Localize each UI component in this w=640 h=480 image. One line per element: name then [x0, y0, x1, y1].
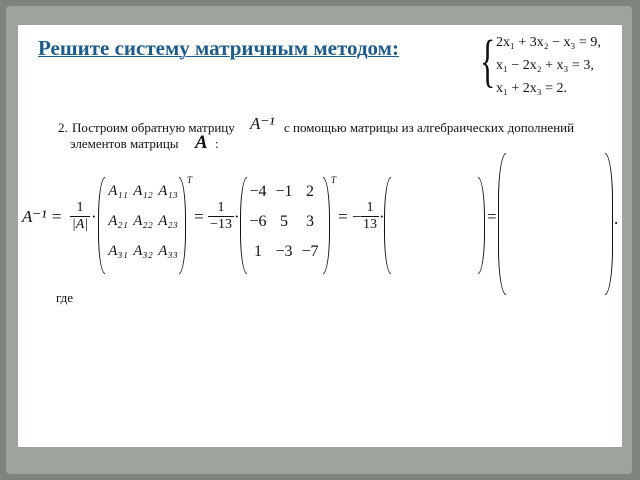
step-text-1: Построим обратную матрицу — [72, 120, 235, 135]
right-bracket — [605, 153, 613, 295]
slide-title: Решите систему матричным методом: — [38, 36, 399, 60]
matrix-cell: −7 — [301, 243, 319, 260]
matrix-cell: A₂₁ — [108, 213, 128, 229]
equals-sign: = — [487, 207, 497, 226]
step-number: 2. — [58, 120, 68, 135]
matrix-cell: 2 — [306, 183, 314, 200]
matrix-cell: −4 — [249, 183, 267, 200]
fraction-numerator: 1 — [70, 200, 90, 217]
step-text-2: с помощью матрицы из алгебраических дополнений — [284, 120, 575, 135]
dot-operator: · — [379, 207, 385, 226]
inverse-symbol: A⁻¹ — [250, 114, 275, 133]
equals-sign: = — [194, 207, 204, 226]
matrix-cell: A₁₃ — [158, 183, 178, 199]
dot-operator: · — [91, 207, 97, 226]
matrix-cell: A₂₃ — [158, 213, 178, 229]
fraction-denominator: 13 — [363, 217, 377, 232]
left-bracket — [384, 177, 391, 274]
matrix-cell: A₃₂ — [133, 243, 153, 259]
transpose-mark: T — [331, 175, 337, 185]
right-bracket — [478, 177, 485, 274]
dot-operator: · — [234, 207, 240, 226]
slide — [18, 25, 622, 447]
step-colon: : — [215, 136, 219, 151]
right-bracket — [323, 177, 330, 274]
transpose-mark: T — [187, 175, 193, 185]
matrix-cell: A₁₂ — [133, 183, 153, 199]
matrix-cell: 1 — [254, 243, 262, 260]
fraction-one-over-13 — [361, 200, 379, 233]
fraction-one-over-minus-13 — [208, 200, 234, 233]
system-equation-2: x₁ − 2x₂ + x₃ = 3, — [496, 58, 594, 73]
matrix-cell: A₃₁ — [108, 243, 128, 259]
system-equation-1: 2x₁ + 3x₂ − x₃ = 9, — [496, 35, 601, 50]
matrix-symbol: A — [195, 132, 208, 153]
matrix-cell: 5 — [280, 213, 288, 230]
where-label: где — [56, 290, 74, 305]
matrix-cell: A₃₃ — [158, 243, 178, 259]
matrix-cell: 3 — [306, 213, 314, 230]
fraction-denominator: −13 — [210, 217, 232, 232]
matrix-cell: −1 — [275, 183, 293, 200]
fraction-one-over-det — [70, 200, 90, 233]
inverse-lhs: A⁻¹ = — [22, 207, 63, 226]
fraction-denominator: |A| — [71, 217, 89, 232]
system-equation-3: x₁ + 2x₃ = 2. — [496, 81, 568, 96]
matrix-cell: −3 — [275, 243, 293, 260]
left-bracket — [98, 177, 105, 274]
system-brace: { — [480, 28, 496, 93]
matrix-cell: −6 — [249, 213, 267, 230]
matrix-cell: A₁₁ — [108, 183, 128, 199]
fraction-numerator: 1 — [208, 200, 234, 217]
fraction-numerator: 1 — [361, 200, 379, 217]
matrix-cell: A₂₂ — [133, 213, 153, 229]
step-text-3: элементов матрицы — [70, 136, 179, 151]
minus-sign: = − — [338, 207, 362, 226]
final-dot: . — [614, 209, 619, 228]
left-bracket — [498, 153, 506, 295]
